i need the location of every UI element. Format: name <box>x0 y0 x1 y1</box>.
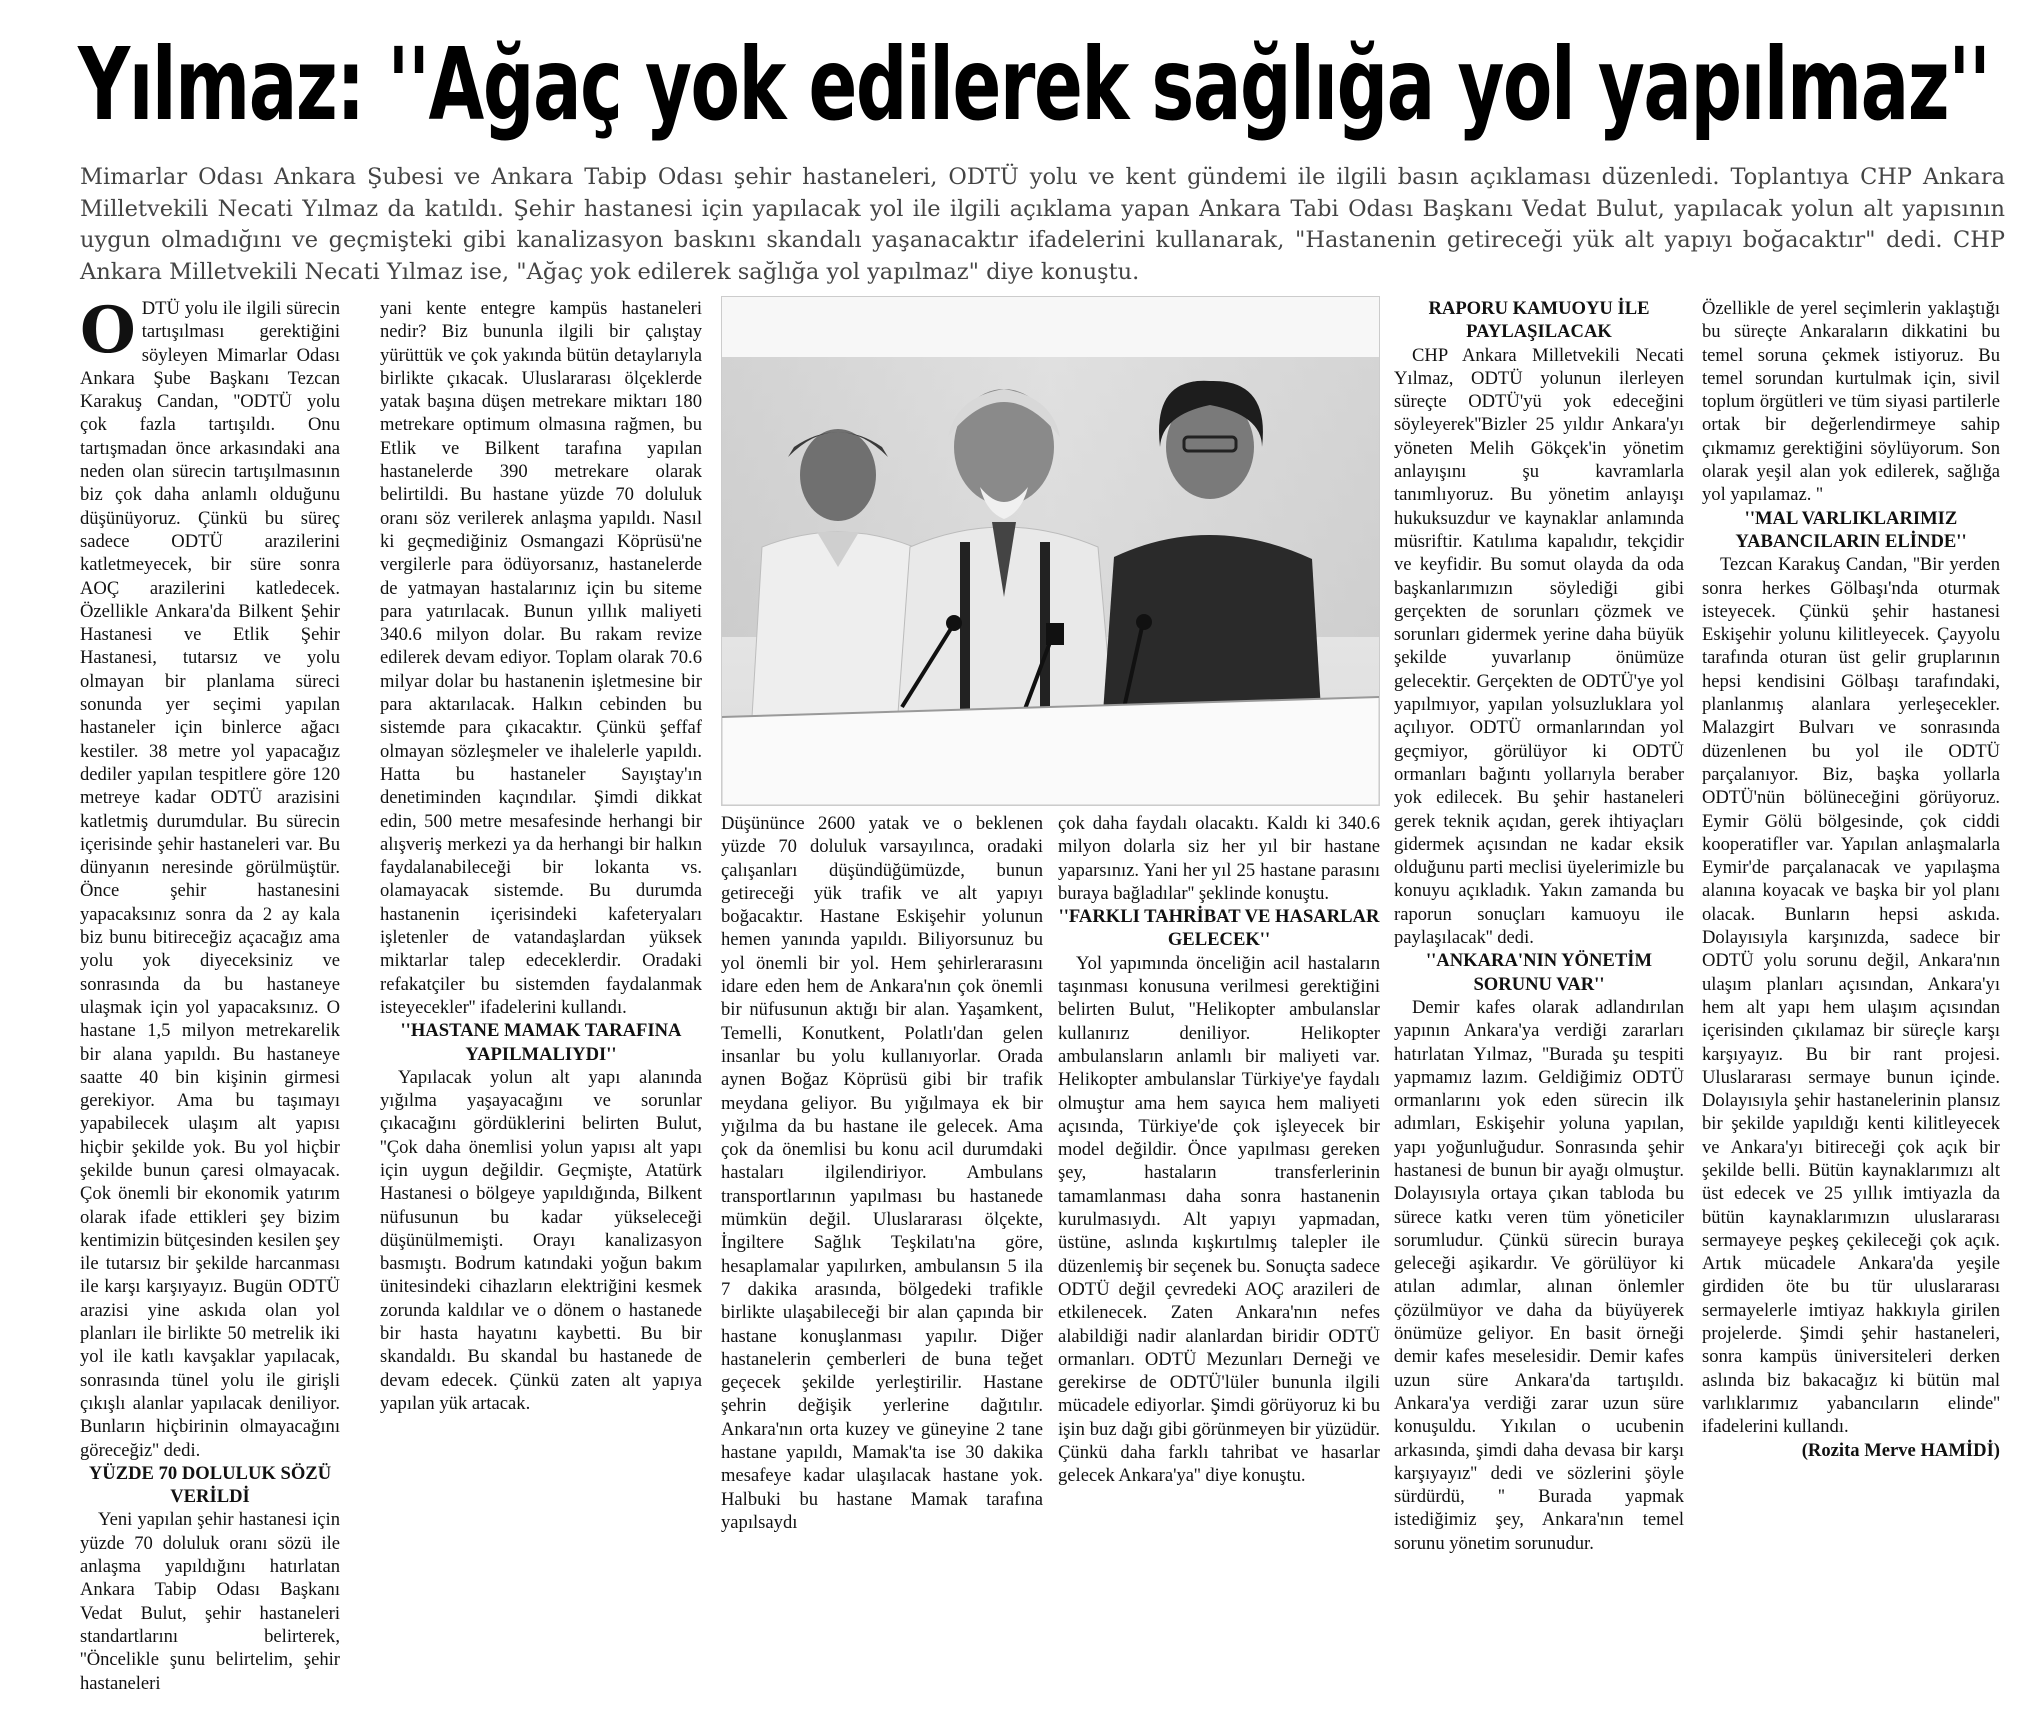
spot-paragraph: Mimarlar Odası Ankara Şubesi ve Ankara Tabip Odası şehir hastaneleri, ODTÜ yolu ve kent gündemi ile ilgili basın açıklaması düzenledi. Toplantıya CHP Ankara Milletvekili Necati Yılmaz da katıldı. Şehir hastanesi için yapılacak yol ile ilgili açıklama yapan Ankara Tabi Odası Başkanı Vedat Bulut, yapılacak yolun alt yapısının uygun olmadığını ve geçmişteki gibi kanalizasyon baskını skandalı yaşanacaktır ifadelerini kullanarak, "Hastanenin getireceği yük alt yapıyı boğacaktır" dedi. CHP Ankara Milletvekili Necati Yılmaz ise, "Ağaç yok edilerek sağlığa yol yapılmaz" diye konuştu. <box>80 164 2005 285</box>
column-2-paragraph-2: Yapılacak yolun alt yapı alanında yığılma yaşayacağını ve sorunlar çıkacağını gördüklerini belirten Bulut, ''Çok daha önemlisi yolun yapısı alt yapı için uygun değildir. Geçmişte, Atatürk Hastanesi o bölgeye yapıldığında, Bilkent nüfusunun bu kadar yükseleceği düşünülmemişti. Orayı kanalizasyon basmıştı. Bodrum katındaki yoğun bakım ünitesindeki cihazların elektriğini kesmek zorunda kaldılar ve o dönem o hastanede bir hasta hayatını kaybetti. Bu bir skandaldı. Bu skandal bu hastanede de devam edecek. Çünkü zaten alt yapıya yapılan yük artacak. <box>380 1066 702 1414</box>
column-1-paragraph-2: Yeni yapılan şehir hastanesi için yüzde 70 doluluk oranı sözü ile anlaşma yapıldığını hatırlatan Ankara Tabip Odası Başkanı Vedat Bulut, şehir hastaneleri standartlarını belirterek, ''Öncelikle şunu belirtelim, şehir hastaneleri <box>80 1509 340 1694</box>
column-5-paragraph-2: Demir kafes olarak adlandırılan yapının Ankara'ya verdiği zararları hatırlatan Yılmaz, ''Burada şu tespiti yapmamız lazım. Geldiğimiz ODTÜ ormanlarını yok eden sürecin ilk adımları, Eskişehir yoluna yapılan, yapı yoğunluğudur. Sonrasında şehir hastanesi de bunun bir ayağı olmuştur. Dolayısıyla ortaya çıkan tabloda bu sürece katkı veren tüm yöneticiler sorumludur. Çünkü sürecin buraya geleceği aşikardır. Ve görülüyor ki atılan adımlar, alınan önlemler çözülmüyor ve daha da büyüyerek önümüze geliyor. En basit örneği demir kafes meselesidir. Demir kafes uzun süre Ankara'da tartışıldı. Ankara'ya verdiği zarar uzun süre konuşuldu. Yıkılan o ucubenin arkasında, şimdi daha devasa bir karşı karşıyayız'' dedi ve sözlerini şöyle sürdürdü, '' Burada yapmak istediğimiz şey, Ankara'nın temel sorunu yönetim sorunudur. <box>1394 996 1684 1554</box>
column-2-paragraph-1: yani kente entegre kampüs hastaneleri nedir? Biz bununla ilgili bir çalıştay yürüttük ve çok yakında bütün detaylarıyla birlikte çıkacak. Uluslararası ölçeklerde yatak başına düşen metrekare miktarı 180 metrekare optimum olmasına rağmen, bu Etlik ve Bilkent tarafına yapılan hastanelerde 390 metrekare olarak belirtildi. Bu hastane yüzde 70 doluluk oranı söz verilerek anlaşma yapıldı. Nasıl ki geçmediğiniz Osmangazi Köprüsü'ne vergilerle para ödüyorsanız, hastanelerde de yatmayan hastalarınız için bu siteme para yatırılacak. Bunun yıllık maliyeti 340.6 milyon dolar. Bu rakam revize edilerek devam ediyor. Toplam olarak 70.6 milyar dolar bu hastanenin işletmesine bir para aktarılacak. Halkın cebinden bu sistemde para çıkacaktır. Çünkü şeffaf olmayan sözleşmeler ve ihalelerle yapıldı. Hatta bu hastaneler Sayıştay'ın denetiminden kaçındılar. Şimdi dikkat edin, 500 metre mesafesinde herhangi bir alışveriş merkezi ya da herhangi bir halkın faydalanabileceği bir lokanta vs. olamayacak sistemde. Bu durumda hastanenin içerisindeki kafeteryaları işletenler de vatandaşlardan yüksek miktarlar talep edeceklerdir. Oradaki refakatçiler bu sistemden faydalanmak isteyecekler'' ifadelerini kullandı. <box>380 298 702 1018</box>
subheading-ankara-yonetim: ''ANKARA'NIN YÖNETİM SORUNU VAR'' <box>1425 950 1653 995</box>
subheading-hastane-mamak: ''HASTANE MAMAK TARAFINA YAPILMALIYDI'' <box>400 1020 682 1065</box>
column-1 <box>80 297 340 1727</box>
column-6-paragraph-1: Özellikle de yerel seçimlerin yaklaştığı bu süreçte Ankaraların dikkatini bu temel soruna çekmek istiyoruz. Bu temel sorundan kurtulmak için, sivil toplum örgütleri ve tüm siyasi partilerle ortak bir değerlendirmeye sahip çıkmamız gerektiğini söylüyorum. Son olarak yeşil alan yok edilerek, sağlığa yol yapılamaz. '' <box>1702 298 2000 506</box>
press-conference-photo <box>721 296 1380 806</box>
column-5 <box>1394 297 1684 1727</box>
column-4-paragraph-1: çok daha faydalı olacaktı. Kaldı ki 340.6 milyon dolarla siz her yıl bir hastane yaparsınız. Yani her yıl 25 hastane parasını buraya bağladılar'' şeklinde konuştu. <box>1058 813 1380 904</box>
column-5-paragraph-1: CHP Ankara Milletvekili Necati Yılmaz, ODTÜ yolunun ilerleyen süreçte ODTÜ'yü yok edeceğini söyleyerek''Bizler 25 yıldır Ankara'yı yöneten Melih Gökçek'in yönetim anlayışını şu kavramlarla tanımlıyoruz. Bu yönetim anlayışı hukuksuzdur ve kaynaklar anlamında müsriftir. Katılıma kapalıdır, tekçidir ve keyfidir. Bu somut olayda da oda başkanlarımızın söylediği gibi gerçekten de sorunları çözmek ve sorunları gidermek yerine daha büyük şekilde yuvarlanıp önümüze gelecektir. Gerçekten de ODTÜ'ye yol yapılmıyor, yapılan yolsuzluklara yol açılıyor. ODTÜ ormanlarından yol geçmiyor, görülüyor ki ODTÜ ormanları bağıntı yollarıyla beraber yok edilecek. Bu şehir hastaneleri gerek teknik açıdan, gerek ihtiyaçları gidermek açısından ne kadar eksik olduğunu parti meclisi üyelerimizle bu konuyu açıkladık. Yakın zamanda bu raporun sonuçları kamuoyu ile paylaşılacak'' dedi. <box>1394 344 1684 949</box>
column-1-text-1: DTÜ yolu ile ilgili sürecin tartışılması gerektiğini söyleyen Mimarlar Odası Ankara Şube Başkanı Tezcan Karakuş Candan, ''ODTÜ yolu çok fazla tartışıldı. Onu tartışmadan önce arkasındaki ana neden olan sürecin tartışılmasının biz çok daha anlamlı olduğunu düşünüyoruz. Çünkü bu süreç sadece ODTÜ arazilerini katletmeyecek, bir süre sonra AOÇ arazilerini katledecek. Özellikle Ankara'da Bilkent Şehir Hastanesi ve Etlik Şehir Hastanesi, tutarsız ve yolu olmayan bir planlama süreci sonunda yer seçimi yapılan hastaneler için binlerce ağacı kestiler. 38 metre yol yapacağız dediler yapılan tespitlere göre 120 metreye kadar ODTÜ arazisini katletmiş durumdular. Bu sürecin içerisinde şehir hastaneleri var. Bu dünyanın neresinde görülmüştür. Önce şehir hastanesini yapacaksınız sonra da 2 ay kala biz bunu bitireceğiz açacağız ama yolu yok diyeceksiniz ve sonrasında da bu hastaneye ulaşmak için yol yapacaksınız. O hastane 1,5 milyon metrekarelik bir alana yapıldı. Bu hastaneye saatte 40 bin kişinin girmesi gerekiyor. Ama bu taşımayı yapabilecek ulaşım alt yapısı hiçbir şekilde yok. Bu yol hiçbir şekilde bunun çaresi olmayacak. Çok önemli bir ekonomik yatırım olarak ifade ettikleri şey bizim kentimizin bütçesinden kesilen şey ile tutarsız bir şekilde harcanması ile karşı karşıyayız. Bugün ODTÜ arazisi yine askıda olan yol planları ile birlikte 50 metrelik iki yol ile katlı kavşaklar yapılacak, sonrasında tünel yolu ile girişli çıkışlı alanlar yapılacak deniliyor. Bunların hiçbirinin olmayacağını göreceğiz'' dedi. <box>80 298 340 1461</box>
subheading-raporu-kamuoyu: RAPORU KAMUOYU İLE PAYLAŞILACAK <box>1428 298 1650 343</box>
column-6-paragraph-2: Tezcan Karakuş Candan, ''Bir yerden sonra herkes Gölbaşı'nda oturmak isteyecek. Çünkü şehir hastanesi Eskişehir yolunu kilitleyecek. Çayyolu tarafında oturan üst gelir gruplarının hepsi kendisini Gölbaşı tarafındaki, planlanmış alanlara yerleşecekler. Malazgirt Bulvarı ve sonrasında düzenlenen bu yol ile ODTÜ parçalanıyor. Biz, başka yollarla ODTÜ'nün bölüneceğini görüyoruz. Eymir Gölü bölgesinde, çok ciddi kooperatifler var. Yapılan anlaşmalarla Eymir'de parçalanacak ve yapılaşma alanına koyacak ve başka bir yol planı olacak. Bunların hepsi askıda. Dolayısıyla karşınızda, sadece bir ODTÜ yolu sorunu değil, Ankara'nın ulaşım planları açısından, Ankara'yı hem alt yapı hem ulaşım açısından içerisinden çıkılamaz bir süreçle karşı karşıyayız. Bu bir rant projesi. Uluslararası sermaye bunun içinde. Dolayısıyla şehir hastanelerinin plansız bir şekilde yapıldığı kenti kilitleyecek ve Ankara'yı bitireceği çok açık bir şekilde belli. Bütün kaynaklarımızı alt üst edecek ve 25 yıllık imtiyazla da bütün kaynaklarımızın uluslararası sermayeye peşkeş çekileceği çok açık. Artık mücadele Ankara'da yeşile girdiden öte bu tür uluslararası sermayelerle imtiyaz hakkıyla girilen projelerde. Şimdi şehir hastaneleri, sonra kampüs üniversiteleri derken aslında biz bakacağız ki bütün mal varlıklarımız yabancıların elinde'' ifadelerini kullandı. <box>1702 554 2000 1438</box>
column-3-paragraph-1: Düşününce 2600 yatak ve o beklenen yüzde 70 doluluk varsayılınca, oradaki çalışanları düşündüğümüzde, bunun getireceği yük trafik ve alt yapıyı boğacaktır. Hastane Eskişehir yolunun hemen yanında yapıldı. Biliyorsunuz bu yol önemli bir yol. Hem şehirlerarasını idare eden hem de Ankara'nın çok önemli bir nüfusunun aktığı bir alan. Yaşamkent, Temelli, Konutkent, Polatlı'dan gelen insanlar bu yolu kullanıyorlar. Orada aynen Boğaz Köprüsü gibi bir trafik meydana geliyor. Bu yığılmaya ek bir yığılma da bu hastane ile gelecek. Ama çok da önemlisi bu konu acil durumdaki hastaları ilgilendiriyor. Ambulans transportlarının yapılması bu hastanede mümkün değil. Uluslararası ölçekte, İngiltere Sağlık Teşkilatı'na göre, hesaplamalar yapılırken, ambulansın 5 ila 7 dakika arasında, bölgedeki trafikle birlikte ulaşabileceği bir alan çapında bir hastane konuşlanması yapılır. Diğer hastanelerin çemberleri de buna teğet geçecek şekilde yerleştirilir. Hastane şehrin değişik yerlerine dağıtılır. Ankara'nın orta kuzey ve güneyine 2 tane hastane yapıldı, Mamak'ta ise 30 dakika mesafeye kadar ulaşılacak hastane yok. Halbuki bu hastane Mamak tarafına yapılsaydı <box>721 813 1043 1533</box>
column-4-paragraph-2: Yol yapımında önceliğin acil hastaların taşınması konusuna verilmesi gerektiğini belirten Bulut, ''Helikopter ambulanslar kullanırız deniliyor. Helikopter ambulansların anlamlı bir maliyeti var. Helikopter ambulanslar Türkiye'ye faydalı olmuştur ama hem sayıca hem maliyeti açısında, Türkiye'de çok işleyecek bir model değildir. Önce yapılması gereken şey, hastaların transferlerinin tamamlanması daha sonra hastanenin kurulmasıydı. Alt yapıyı yapmadan, üstüne, aslında kışkırtılmış talepler ile düzenlemiş bir seçenek bu. Sonuçta sadece ODTÜ değil çevredeki AOÇ arazileri de etkilenecek. Zaten Ankara'nın nefes alabildiği nadir alanlardan biridir ODTÜ ormanları. ODTÜ Mezunları Derneği ve gerekirse de ODTÜ'lüler bununla ilgili mücadele ediyorlar. Şimdi görüyoruz ki bu işin buz dağı gibi görünmeyen bir yüzüdür. Çünkü daha farklı tahribat ve hasarlar gelecek Ankara'ya'' diye konuştu. <box>1058 952 1380 1487</box>
headline: Yılmaz: ''Ağaç yok edilerek sağlığa yol yapılmaz'' <box>78 26 1990 143</box>
subheading-yuzde-70: YÜZDE 70 DOLULUK SÖZÜ VERİLDİ <box>88 1462 332 1508</box>
column-2 <box>380 297 702 1727</box>
author-credit: (Rozita Merve HAMİDİ) <box>1801 1439 2000 1461</box>
subheading-farkli-tahribat: ''FARKLI TAHRİBAT VE HASARLAR GELECEK'' <box>1058 906 1380 951</box>
subheading-mal-varliklarimiz: ''MAL VARLIKLARIMIZ YABANCILARIN ELİNDE'' <box>1735 507 1967 552</box>
column-3 <box>721 812 1043 1727</box>
drop-cap: O <box>80 297 136 368</box>
press-conference-photo-graphic <box>722 297 1379 805</box>
column-1-paragraph-1 <box>80 297 340 1462</box>
column-4 <box>1058 812 1380 1727</box>
column-6 <box>1702 297 2000 1727</box>
